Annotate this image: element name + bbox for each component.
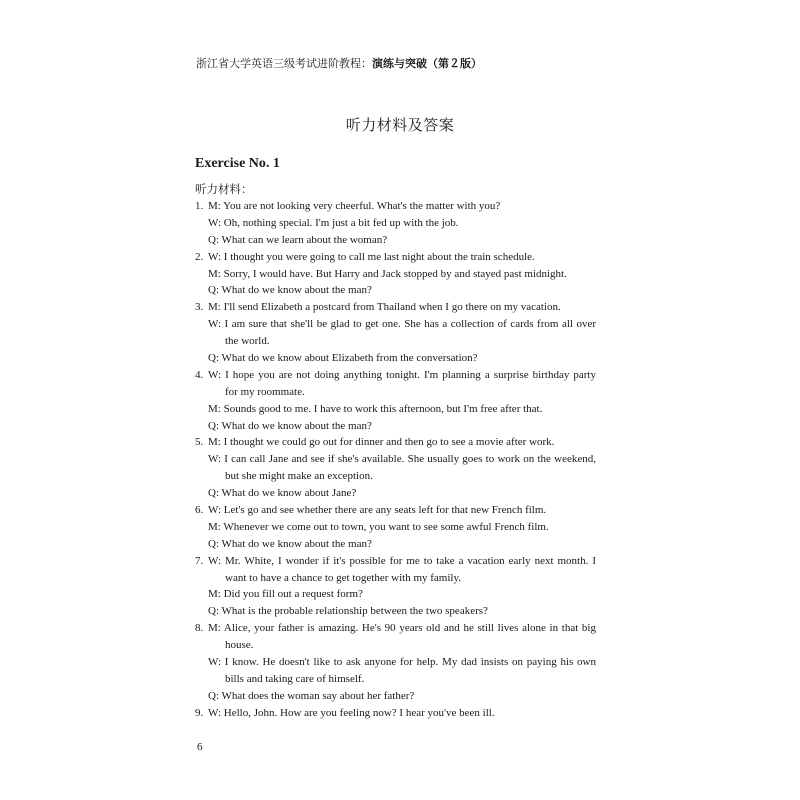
dialogue-text: W: I can call Jane and see if she's available. She usually goes to work on the weekend,: [208, 453, 596, 466]
dialogue-line: [195, 401, 600, 418]
dialogue-line: [195, 434, 600, 451]
item-number: 3.: [195, 301, 204, 314]
dialogue-line: [195, 620, 600, 637]
dialogue-text: W: Mr. White, I wonder if it's possible for me to take a vacation early next month. I: [208, 554, 596, 567]
dialogue-line: [195, 232, 600, 249]
dialogue-text: W: Hello, John. How are you feeling now? I hear you've been ill.: [208, 706, 495, 719]
dialogue-text: Q: What do we know about Elizabeth from the conversation?: [208, 352, 478, 365]
dialogue-text: Q: What does the woman say about her father?: [208, 689, 415, 702]
running-header: [196, 55, 482, 71]
dialogue-line: [195, 637, 600, 654]
dialogue-text: M: Whenever we come out to town, you want to see some awful French film.: [208, 520, 549, 533]
dialogue-text: bills and taking care of himself.: [225, 672, 365, 685]
dialogue-line: [195, 266, 600, 283]
dialogue-line: [195, 468, 600, 485]
dialogue-text: Q: What can we learn about the woman?: [208, 233, 388, 246]
dialogue-line: [195, 485, 600, 502]
dialogue-line: [195, 249, 600, 266]
dialogue-line: [195, 603, 600, 620]
dialogue-line: [195, 671, 600, 688]
dialogue-line: [195, 350, 600, 367]
dialogue-line: [195, 316, 600, 333]
dialogue-line: [195, 705, 600, 722]
dialogue-text: the world.: [225, 335, 270, 348]
dialogue-line: [195, 215, 600, 232]
dialogue-line: [195, 502, 600, 519]
dialogue-text: want to have a chance to get together with my family.: [225, 571, 462, 584]
dialogue-text: W: I hope you are not doing anything tonight. I'm planning a surprise birthday party: [208, 368, 596, 381]
dialogue-text: for my roommate.: [225, 385, 305, 398]
dialogue-text: house.: [225, 639, 254, 652]
dialogue-line: [195, 333, 600, 350]
dialogue-line: [195, 367, 600, 384]
dialogue-text: M: I thought we could go out for dinner and then go to see a movie after work.: [208, 436, 555, 449]
item-number: 6.: [195, 504, 204, 517]
item-number: 9.: [195, 706, 204, 719]
item-number: 8.: [195, 622, 204, 635]
dialogue-text: W: I know. He doesn't like to ask anyone for help. My dad insists on paying his own: [208, 656, 596, 669]
dialogue-line: [195, 553, 600, 570]
dialogue-line: [195, 519, 600, 536]
item-number: 5.: [195, 436, 204, 449]
dialogue-list: [195, 198, 600, 722]
dialogue-text: M: Did you fill out a request form?: [208, 588, 363, 601]
dialogue-line: [195, 570, 600, 587]
dialogue-line: [195, 688, 600, 705]
page-number: 6: [197, 741, 203, 753]
dialogue-text: Q: What do we know about the man?: [208, 537, 372, 550]
dialogue-text: M: Sounds good to me. I have to work this afternoon, but I'm free after that.: [208, 402, 543, 415]
dialogue-line: [195, 451, 600, 468]
dialogue-text: W: Let's go and see whether there are any seats left for that new French film.: [208, 504, 547, 517]
item-number: 2.: [195, 250, 204, 263]
dialogue-line: [195, 586, 600, 603]
book-title-prefix: 浙江省大学英语三级考试进阶教程：: [196, 57, 372, 70]
listening-material-label: 听力材料：: [195, 182, 253, 196]
dialogue-text: Q: What do we know about Jane?: [208, 487, 357, 500]
dialogue-line: [195, 536, 600, 553]
dialogue-text: M: I'll send Elizabeth a postcard from Thailand when I go there on my vacation.: [208, 301, 561, 314]
dialogue-line: [195, 299, 600, 316]
dialogue-line: [195, 384, 600, 401]
dialogue-line: [195, 282, 600, 299]
dialogue-text: Q: What is the probable relationship between the two speakers?: [208, 605, 488, 618]
dialogue-line: [195, 198, 600, 215]
dialogue-text: but she might make an exception.: [225, 470, 373, 483]
item-number: 1.: [195, 200, 204, 212]
item-number: 4.: [195, 368, 204, 381]
dialogue-line: [195, 418, 600, 435]
dialogue-text: Q: What do we know about the man?: [208, 284, 372, 297]
dialogue-text: M: You are not looking very cheerful. What's the matter with you?: [208, 200, 501, 212]
dialogue-text: W: I thought you were going to call me last night about the train schedule.: [208, 250, 535, 263]
exercise-heading: Exercise No. 1: [195, 156, 280, 171]
page-title: 听力材料及答案: [345, 116, 455, 134]
dialogue-text: M: Alice, your father is amazing. He's 90 years old and he still lives alone in that big: [208, 622, 596, 635]
dialogue-text: M: Sorry, I would have. But Harry and Jack stopped by and stayed past midnight.: [208, 267, 567, 280]
dialogue-text: W: I am sure that she'll be glad to get one. She has a collection of cards from all over: [208, 318, 596, 331]
dialogue-text: Q: What do we know about the man?: [208, 419, 372, 432]
dialogue-line: [195, 654, 600, 671]
item-number: 7.: [195, 554, 204, 567]
book-title-bold: 演练与突破（第２版）: [372, 57, 482, 70]
dialogue-text: W: Oh, nothing special. I'm just a bit fed up with the job.: [208, 216, 459, 229]
